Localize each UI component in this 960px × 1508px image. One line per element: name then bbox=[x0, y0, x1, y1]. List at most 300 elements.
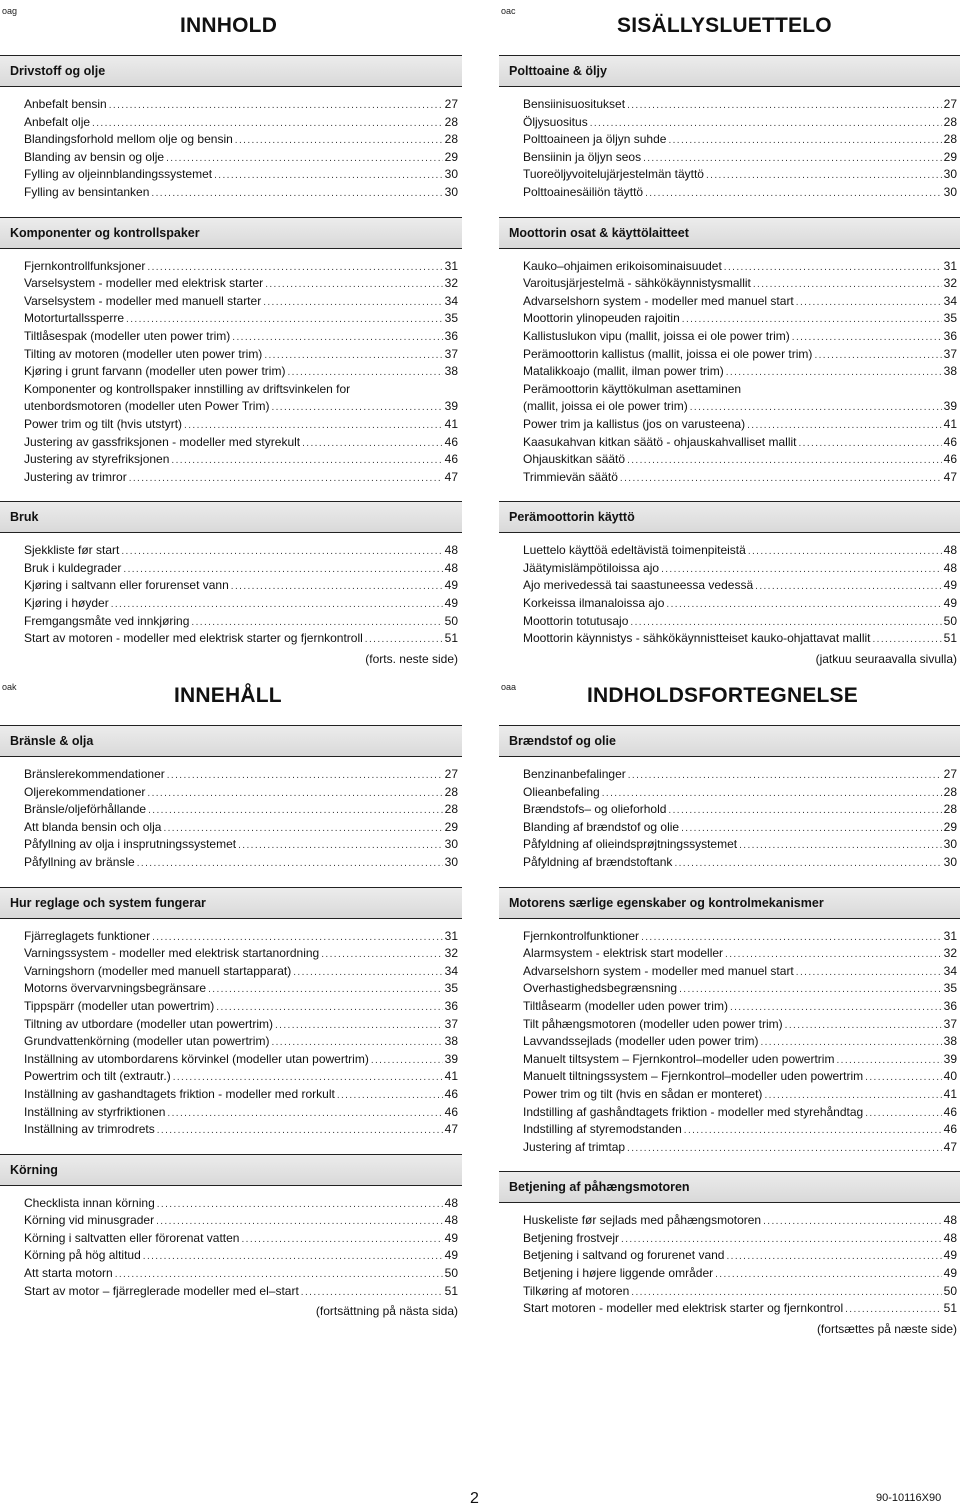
toc-entry[interactable] bbox=[24, 96, 458, 114]
toc-entry-text: Ohjauskitkan säätö bbox=[523, 452, 626, 467]
toc-entry-text: Körning på hög altitud bbox=[24, 1248, 141, 1263]
toc-entry-page: 28 bbox=[444, 132, 458, 147]
dot-leader bbox=[231, 578, 443, 595]
section-heading: Hur reglage och system fungerar bbox=[0, 887, 462, 919]
dot-leader bbox=[641, 929, 942, 946]
dot-leader bbox=[725, 946, 942, 963]
toc-entry[interactable] bbox=[24, 149, 458, 167]
dot-leader bbox=[620, 470, 942, 487]
toc-entry-page: 47 bbox=[444, 1122, 458, 1137]
toc-entry-text: Advarselshorn system - modeller med manuel start bbox=[523, 963, 794, 978]
toc-entry[interactable] bbox=[24, 1104, 458, 1122]
toc-entry[interactable] bbox=[24, 980, 458, 998]
dot-leader bbox=[836, 1052, 941, 1069]
toc-entry-text: Varningssystem - modeller med elektrisk startanordning bbox=[24, 946, 320, 961]
toc-entry[interactable] bbox=[523, 1104, 957, 1122]
toc-entry[interactable] bbox=[523, 980, 957, 998]
toc-entry-text: Komponenter og kontrollspaker innstilling av driftsvinkelen for bbox=[24, 381, 351, 396]
toc-entry-page: 48 bbox=[444, 1195, 458, 1210]
toc-entry-page: 37 bbox=[444, 346, 458, 361]
toc-entry-page: 50 bbox=[444, 1266, 458, 1281]
toc-entry[interactable] bbox=[523, 469, 957, 487]
toc-entry[interactable] bbox=[523, 1247, 957, 1265]
dot-leader bbox=[796, 964, 942, 981]
dot-leader bbox=[590, 115, 942, 132]
toc-entry[interactable] bbox=[523, 577, 957, 595]
toc-entry-page: 47 bbox=[943, 469, 957, 484]
toc-entry-page: 50 bbox=[943, 613, 957, 628]
toc-entry[interactable] bbox=[523, 96, 957, 114]
toc-entry-page: 50 bbox=[943, 1283, 957, 1298]
toc-entry-page: 49 bbox=[444, 1248, 458, 1263]
dot-leader bbox=[293, 964, 442, 981]
dot-leader bbox=[123, 561, 442, 578]
dot-leader bbox=[163, 820, 442, 837]
toc-entry[interactable] bbox=[24, 945, 458, 963]
toc-entry-text: Tiltning av utbordare (modeller utan powertrim) bbox=[24, 1016, 273, 1031]
toc-entry[interactable] bbox=[24, 258, 458, 276]
toc-entry-page: 39 bbox=[943, 1051, 957, 1066]
toc-entry-page: 28 bbox=[943, 132, 957, 147]
toc-entry[interactable] bbox=[523, 1051, 957, 1069]
toc-entry[interactable] bbox=[523, 819, 957, 837]
toc-entry-page: 35 bbox=[943, 311, 957, 326]
toc-entry-page: 41 bbox=[943, 1086, 957, 1101]
toc-entry[interactable] bbox=[24, 1033, 458, 1051]
toc-entry[interactable] bbox=[24, 766, 458, 784]
section-heading: Bränsle & olja bbox=[0, 725, 462, 757]
toc-entry[interactable] bbox=[24, 1016, 458, 1034]
toc-entry-text: Fylling av bensintanken bbox=[24, 184, 150, 199]
toc-entry-page: 32 bbox=[943, 946, 957, 961]
toc-entry[interactable] bbox=[24, 363, 458, 381]
toc-entry[interactable] bbox=[24, 1068, 458, 1086]
dot-leader bbox=[241, 1231, 442, 1248]
toc-entry-text: Varselsystem - modeller med manuell starter bbox=[24, 293, 262, 308]
toc-entry-text: Påfyllning av bränsle bbox=[24, 854, 135, 869]
toc-entry-page: 39 bbox=[444, 1051, 458, 1066]
toc-entry-text: Lavvandssejlads (modeller uden power trim) bbox=[523, 1034, 759, 1049]
language-code: oag bbox=[2, 6, 18, 16]
toc-entry-page: 30 bbox=[943, 837, 957, 852]
dot-leader bbox=[321, 946, 442, 963]
toc-entry-page: 46 bbox=[943, 434, 957, 449]
toc-entry-text: Kauko–ohjaimen erikoisominaisuudet bbox=[523, 258, 722, 273]
toc-entry-text: Kjøring i høyder bbox=[24, 596, 109, 611]
toc-entry[interactable] bbox=[24, 469, 458, 487]
toc-sections bbox=[499, 725, 960, 1353]
toc-entry-page: 36 bbox=[943, 328, 957, 343]
toc-entry[interactable] bbox=[24, 1230, 458, 1248]
toc-entry[interactable] bbox=[24, 293, 458, 311]
toc-entry[interactable] bbox=[523, 328, 957, 346]
toc-entry[interactable] bbox=[523, 542, 957, 560]
toc-entry-text: Att blanda bensin och olja bbox=[24, 819, 162, 834]
dot-leader bbox=[796, 294, 942, 311]
toc-entry-text: Huskeliste før sejlads med påhængsmotoren bbox=[523, 1213, 762, 1228]
toc-entry-text: Kallistuslukon vipu (mallit, joissa ei ole power trim) bbox=[523, 328, 790, 343]
continued-note: (jatkuu seuraavalla sivulla) bbox=[815, 651, 957, 666]
toc-entry[interactable] bbox=[24, 346, 458, 364]
toc-entry[interactable] bbox=[523, 801, 957, 819]
toc-entry[interactable] bbox=[24, 114, 458, 132]
toc-entry-page: 37 bbox=[943, 346, 957, 361]
toc-title: INNHOLD bbox=[180, 14, 278, 37]
toc-entry-list bbox=[499, 757, 960, 887]
toc-entry-text: Moottorin ylinopeuden rajoitin bbox=[523, 311, 680, 326]
document-code: 90-10116X90 bbox=[876, 1492, 942, 1504]
dot-leader bbox=[166, 150, 443, 167]
toc-entry-text: Blandingsforhold mellom olje og bensin bbox=[24, 132, 233, 147]
toc-entry-text: Körning vid minusgrader bbox=[24, 1213, 155, 1228]
toc-entry[interactable] bbox=[24, 1086, 458, 1104]
toc-entry-page: 49 bbox=[943, 1248, 957, 1263]
toc-entry[interactable] bbox=[523, 275, 957, 293]
toc-entry[interactable] bbox=[523, 560, 957, 578]
dot-leader bbox=[263, 294, 442, 311]
dot-leader bbox=[661, 561, 942, 578]
toc-entry-text: Jäätymislämpötiloissa ajo bbox=[523, 560, 660, 575]
toc-entry-text: Blanding av bensin og olje bbox=[24, 149, 165, 164]
toc-entry[interactable] bbox=[24, 275, 458, 293]
dot-leader bbox=[216, 999, 442, 1016]
dot-leader bbox=[715, 1266, 942, 1283]
dot-leader bbox=[627, 97, 942, 114]
toc-entry[interactable] bbox=[523, 595, 957, 613]
toc-entry[interactable] bbox=[523, 1121, 957, 1139]
toc-entry[interactable] bbox=[24, 1283, 458, 1301]
dot-leader bbox=[271, 1034, 442, 1051]
toc-entry-text: Betjening i højere liggende områder bbox=[523, 1266, 714, 1281]
toc-entry-text: Matalikkoajo (mallit, ilman power trim) bbox=[523, 364, 724, 379]
dot-leader bbox=[173, 1069, 443, 1086]
toc-entry[interactable] bbox=[24, 451, 458, 469]
toc-entry-page: 36 bbox=[943, 998, 957, 1013]
section-heading: Komponenter og kontrollspaker bbox=[0, 217, 462, 249]
toc-entry-text: Moottorin käynnistys - sähkökäynnistteiset kauko-ohjattavat mallit bbox=[523, 631, 871, 646]
toc-entry-text: Powertrim och tilt (extrautr.) bbox=[24, 1069, 171, 1084]
toc-entry-page: 31 bbox=[943, 258, 957, 273]
toc-entry-text: Körning i saltvatten eller förorenat vatten bbox=[24, 1230, 240, 1245]
toc-entry-text: Manuelt tiltsystem – Fjernkontrol–modeller uden powertrim bbox=[523, 1051, 835, 1066]
toc-entry-page: 39 bbox=[943, 399, 957, 414]
toc-entry-page: 51 bbox=[943, 1301, 957, 1316]
dot-leader bbox=[631, 1284, 941, 1301]
toc-entry-text: Påfyldning af olieindsprøjtningssystemet bbox=[523, 837, 738, 852]
toc-entry-page: 49 bbox=[444, 1230, 458, 1245]
toc-entry-page: 27 bbox=[943, 767, 957, 781]
toc-entry[interactable] bbox=[24, 560, 458, 578]
toc-entry-text: Fjärreglagets funktioner bbox=[24, 928, 151, 943]
toc-entry[interactable] bbox=[24, 819, 458, 837]
toc-entry[interactable] bbox=[523, 114, 957, 132]
toc-entry-text: Blanding af brændstof og olie bbox=[523, 819, 680, 834]
toc-entry-page: 47 bbox=[444, 469, 458, 484]
toc-entry-list bbox=[499, 1203, 960, 1353]
toc-entry-text: Polttoaineen ja öljyn suhde bbox=[523, 132, 667, 147]
dot-leader bbox=[157, 1122, 443, 1139]
section-heading: Bruk bbox=[0, 501, 462, 533]
toc-entry-text: Betjening i saltvand og forurenet vand bbox=[523, 1248, 725, 1263]
dot-leader bbox=[191, 614, 442, 631]
dot-leader bbox=[865, 1069, 941, 1086]
toc-entry-page: 46 bbox=[444, 434, 458, 449]
dot-leader bbox=[814, 347, 941, 364]
dot-leader bbox=[679, 981, 942, 998]
dot-leader bbox=[147, 785, 442, 802]
toc-entry-page: 46 bbox=[444, 452, 458, 467]
toc-entry[interactable] bbox=[24, 854, 458, 872]
dot-leader bbox=[184, 417, 443, 434]
toc-entry-page: 30 bbox=[943, 167, 957, 182]
toc-entry[interactable] bbox=[523, 310, 957, 328]
toc-entry[interactable] bbox=[24, 1212, 458, 1230]
toc-entry-page: 41 bbox=[444, 416, 458, 431]
toc-entry-text: Perämoottorin käyttökulman asettaminen bbox=[523, 381, 742, 396]
toc-entry-page: 49 bbox=[943, 596, 957, 611]
toc-entry-text: Korkeissa ilmanaloissa ajo bbox=[523, 596, 665, 611]
toc-entry-text: Indstilling af styremodstanden bbox=[523, 1122, 682, 1137]
toc-entry-text: Power trim og tilt (hvis en sådan er monteret) bbox=[523, 1086, 763, 1101]
toc-entry[interactable] bbox=[523, 1300, 957, 1318]
toc-entry[interactable] bbox=[24, 131, 458, 149]
toc-entry[interactable] bbox=[24, 166, 458, 184]
toc-entry-text: Oljerekommendationer bbox=[24, 784, 146, 799]
toc-entry[interactable] bbox=[24, 784, 458, 802]
dot-leader bbox=[681, 820, 942, 837]
toc-entry-page: 35 bbox=[943, 981, 957, 996]
dot-leader bbox=[214, 167, 443, 184]
dot-leader bbox=[873, 631, 942, 648]
toc-entry-text: Justering av gassfriksjonen - modeller med styrekult bbox=[24, 434, 301, 449]
toc-entry-text: Tippspärr (modeller utan powertrim) bbox=[24, 998, 215, 1013]
toc-entry[interactable] bbox=[523, 346, 957, 364]
dot-leader bbox=[151, 185, 442, 202]
toc-entry-text: Checklista innan körning bbox=[24, 1195, 155, 1210]
toc-entry-page: 47 bbox=[943, 1139, 957, 1154]
toc-entry[interactable] bbox=[523, 258, 957, 276]
dot-leader bbox=[235, 132, 443, 149]
toc-entry-text: Brændstofs– og olieforhold bbox=[523, 802, 667, 817]
toc-entry[interactable] bbox=[24, 998, 458, 1016]
toc-entry-page: 29 bbox=[444, 149, 458, 164]
toc-entry-page: 46 bbox=[943, 1104, 957, 1119]
toc-entry[interactable] bbox=[523, 293, 957, 311]
toc-entry-page: 28 bbox=[943, 784, 957, 799]
toc-entry-text: Varoitusjärjestelmä - sähkökäynnistysmallit bbox=[523, 276, 751, 291]
toc-sections bbox=[499, 55, 960, 683]
continued-note: (fortsættes på næste side) bbox=[816, 1321, 957, 1336]
toc-entry[interactable] bbox=[523, 854, 957, 872]
toc-entry-list bbox=[499, 533, 960, 683]
toc-entry-page: 46 bbox=[444, 1086, 458, 1101]
toc-entry[interactable] bbox=[523, 1230, 957, 1248]
toc-entry-page: 28 bbox=[943, 802, 957, 817]
toc-entry[interactable] bbox=[523, 1068, 957, 1086]
toc-entry-text: Anbefalt olje bbox=[24, 114, 91, 129]
dot-leader bbox=[666, 596, 941, 613]
toc-entry[interactable] bbox=[523, 398, 957, 416]
toc-entry[interactable] bbox=[24, 398, 458, 416]
dot-leader bbox=[690, 399, 942, 416]
toc-entry-text: Påfyldning af brændstoftank bbox=[523, 854, 673, 869]
toc-entry[interactable] bbox=[523, 630, 957, 648]
dot-leader bbox=[674, 855, 941, 872]
toc-entry[interactable] bbox=[24, 595, 458, 613]
toc-entry-page: 34 bbox=[444, 293, 458, 308]
toc-entry[interactable] bbox=[523, 998, 957, 1016]
toc-entry-page: 38 bbox=[444, 364, 458, 379]
language-code: oak bbox=[2, 682, 17, 692]
toc-entry-text: Öljysuositus bbox=[523, 114, 588, 129]
toc-entry-page: 46 bbox=[943, 452, 957, 467]
toc-entry[interactable] bbox=[523, 836, 957, 854]
toc-entry-page: 28 bbox=[444, 784, 458, 799]
toc-entry[interactable] bbox=[24, 613, 458, 631]
dot-leader bbox=[627, 1140, 942, 1157]
toc-entry[interactable] bbox=[24, 542, 458, 560]
toc-entry-page: 30 bbox=[444, 184, 458, 199]
toc-entry-text: Fjernkontrollfunksjoner bbox=[24, 258, 146, 273]
dot-leader bbox=[748, 543, 942, 560]
toc-entry-page: 29 bbox=[444, 819, 458, 834]
toc-entry-text: Varningshorn (modeller med manuell startapparat) bbox=[24, 963, 292, 978]
section-heading: Motorens særlige egenskaber og kontrolmekanismer bbox=[499, 887, 960, 919]
toc-entry-page: 30 bbox=[444, 854, 458, 869]
toc-entry-page: 48 bbox=[943, 543, 957, 558]
toc-entry[interactable] bbox=[24, 184, 458, 202]
toc-entry-page: 38 bbox=[943, 1034, 957, 1049]
toc-entry-text: Anbefalt bensin bbox=[24, 97, 107, 111]
toc-entry[interactable] bbox=[523, 1033, 957, 1051]
dot-leader bbox=[763, 1213, 942, 1230]
toc-entry[interactable] bbox=[24, 434, 458, 452]
dot-leader bbox=[739, 837, 942, 854]
toc-entry-text: Kjøring i saltvann eller forurenset vann bbox=[24, 578, 229, 593]
dot-leader bbox=[111, 596, 443, 613]
toc-entry-page: 41 bbox=[444, 1069, 458, 1084]
dot-leader bbox=[337, 1087, 443, 1104]
toc-entry-page: 28 bbox=[444, 802, 458, 817]
toc-entry[interactable] bbox=[24, 1247, 458, 1265]
toc-entry-page: 34 bbox=[943, 963, 957, 978]
dot-leader bbox=[147, 259, 442, 276]
toc-entry-list bbox=[499, 249, 960, 502]
toc-entry[interactable] bbox=[24, 1121, 458, 1139]
dot-leader bbox=[238, 837, 443, 854]
toc-entry[interactable] bbox=[523, 963, 957, 981]
toc-entry[interactable] bbox=[523, 149, 957, 167]
toc-entry-page: 34 bbox=[444, 963, 458, 978]
toc-entry-list bbox=[499, 919, 960, 1172]
dot-leader bbox=[148, 802, 443, 819]
toc-entry[interactable] bbox=[24, 416, 458, 434]
toc-entry[interactable] bbox=[24, 1195, 458, 1213]
toc-entry-text: Power trim ja kallistus (jos on varusteena) bbox=[523, 416, 746, 431]
dot-leader bbox=[302, 435, 443, 452]
dot-leader bbox=[157, 1196, 443, 1213]
toc-entry[interactable] bbox=[24, 328, 458, 346]
toc-entry-page: 30 bbox=[444, 837, 458, 852]
toc-entry[interactable] bbox=[24, 1265, 458, 1283]
toc-entry-text: Fjernkontrolfunktioner bbox=[523, 928, 640, 943]
toc-entry[interactable] bbox=[523, 363, 957, 381]
toc-entry-page: 48 bbox=[444, 543, 458, 558]
dot-leader bbox=[755, 578, 942, 595]
toc-title: SISÄLLYSLUETTELO bbox=[617, 14, 832, 37]
toc-entry-text: Advarselshorn system - modeller med manuel start bbox=[523, 293, 794, 308]
toc-entry[interactable] bbox=[523, 613, 957, 631]
dot-leader bbox=[645, 185, 942, 202]
toc-sections bbox=[0, 55, 462, 683]
toc-entry-text: Justering af trimtap bbox=[523, 1139, 626, 1154]
toc-entry[interactable] bbox=[523, 1212, 957, 1230]
toc-entry-page: 49 bbox=[444, 578, 458, 593]
dot-leader bbox=[275, 1017, 443, 1034]
dot-leader bbox=[115, 1266, 443, 1283]
toc-entry[interactable] bbox=[523, 928, 957, 946]
toc-entry[interactable] bbox=[523, 766, 957, 784]
toc-entry[interactable] bbox=[24, 577, 458, 595]
toc-entry-text: Indstilling af gashåndtagets friktion - modeller med styrehåndtag bbox=[523, 1104, 864, 1119]
dot-leader bbox=[668, 132, 941, 149]
dot-leader bbox=[792, 329, 942, 346]
dot-leader bbox=[668, 802, 941, 819]
dot-leader bbox=[287, 364, 442, 381]
toc-entry[interactable] bbox=[523, 416, 957, 434]
toc-entry[interactable] bbox=[523, 1139, 957, 1157]
toc-entry[interactable] bbox=[523, 1016, 957, 1034]
toc-entry-page: 34 bbox=[943, 293, 957, 308]
toc-entry-text: Power trim og tilt (hvis utstyrt) bbox=[24, 416, 183, 431]
toc-entry-page: 31 bbox=[444, 258, 458, 273]
toc-entry[interactable] bbox=[24, 310, 458, 328]
toc-entry[interactable] bbox=[523, 1265, 957, 1283]
toc-entry[interactable] bbox=[523, 1283, 957, 1301]
toc-entry-text: Start motoren - modeller med elektrisk starter og fjernkontrol bbox=[523, 1301, 844, 1316]
toc-entry[interactable] bbox=[24, 1051, 458, 1069]
toc-entry[interactable] bbox=[523, 784, 957, 802]
toc-entry-page: 29 bbox=[943, 819, 957, 834]
toc-entry[interactable] bbox=[24, 836, 458, 854]
toc-entry[interactable] bbox=[24, 630, 458, 648]
toc-entry[interactable] bbox=[24, 928, 458, 946]
toc-entry-text: Sjekkliste før start bbox=[24, 543, 120, 558]
section-heading: Brændstof og olie bbox=[499, 725, 960, 757]
toc-entry[interactable] bbox=[523, 451, 957, 469]
toc-title: INDHOLDSFORTEGNELSE bbox=[587, 684, 858, 707]
toc-entry[interactable] bbox=[523, 131, 957, 149]
dot-leader bbox=[760, 1034, 941, 1051]
dot-leader bbox=[167, 1105, 442, 1122]
toc-entry[interactable] bbox=[523, 184, 957, 202]
toc-entry-page: 50 bbox=[444, 613, 458, 628]
toc-entry[interactable] bbox=[523, 434, 957, 452]
toc-entry-text: Fylling av oljeinnblandingssystemet bbox=[24, 167, 213, 182]
toc-entry-text: Bränsle/oljeförhållande bbox=[24, 802, 147, 817]
toc-entry[interactable] bbox=[24, 801, 458, 819]
toc-entry[interactable] bbox=[523, 1086, 957, 1104]
toc-entry-list bbox=[0, 1186, 462, 1336]
toc-entry-list bbox=[499, 87, 960, 217]
toc-entry[interactable] bbox=[523, 945, 957, 963]
toc-entry-page: 46 bbox=[943, 1122, 957, 1137]
toc-entry-page: 29 bbox=[943, 149, 957, 164]
toc-entry[interactable] bbox=[523, 166, 957, 184]
toc-entry[interactable] bbox=[24, 963, 458, 981]
toc-entry-list bbox=[0, 249, 462, 502]
toc-entry-list bbox=[0, 533, 462, 683]
